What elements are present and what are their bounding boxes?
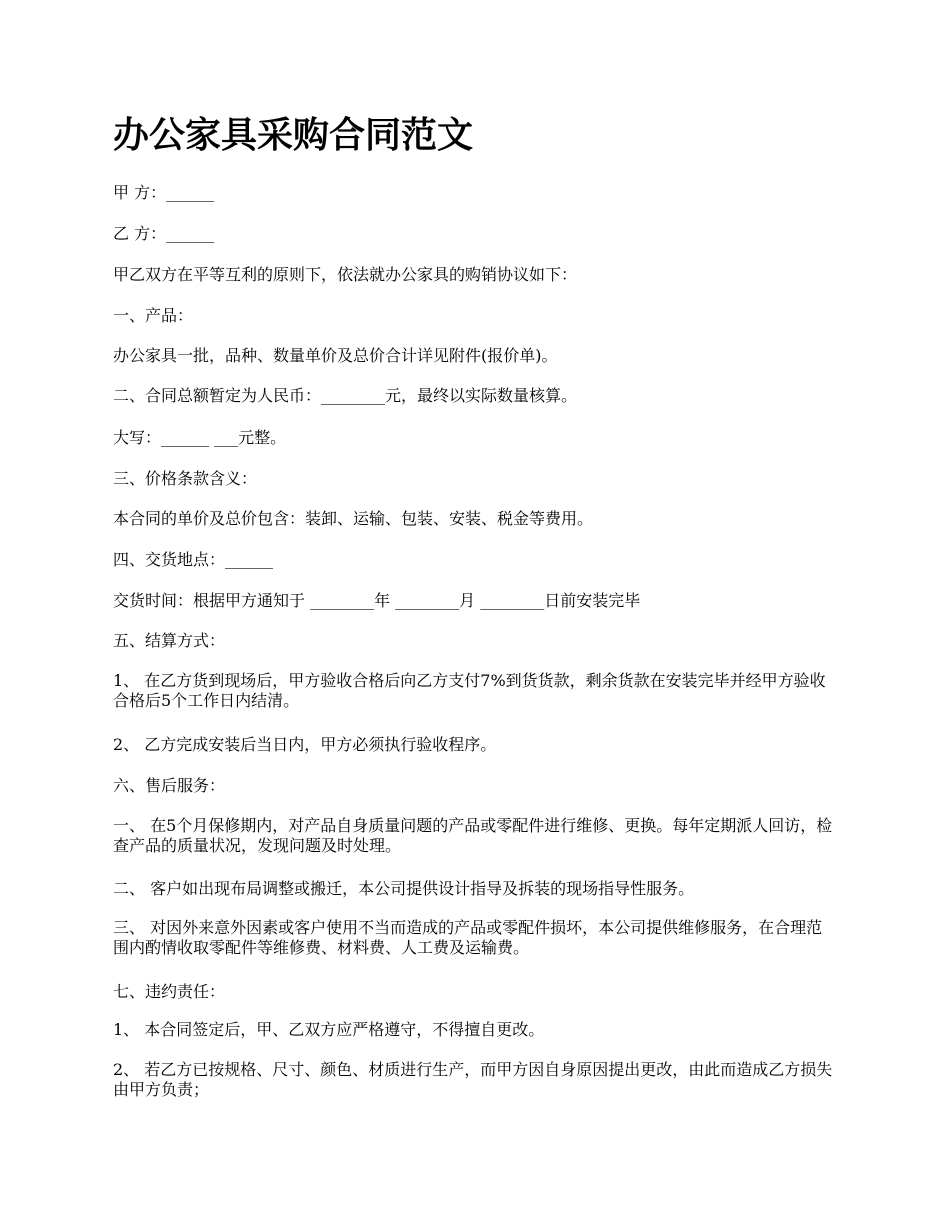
amount-in-words: 大写：______ ___元整。 (113, 428, 287, 447)
settlement-item-1: 1、 在乙方货到现场后，甲方验收合格后向乙方支付7%到货货款，剩余货款在安装完毕并经甲方验收合格后5个工作日内结清。 (113, 671, 826, 710)
section-heading-settlement: 五、结算方式： (113, 631, 226, 650)
section-heading-product: 一、产品： (113, 306, 194, 325)
after-sales-item-3: 三、 对因外来意外因素或客户使用不当而造成的产品或零配件损坏，本公司提供维修服务，在合理范围内酌情收取零配件等维修费、材料费、人工费及运输费。 (113, 918, 823, 957)
after-sales-item-1: 一、 在5个月保修期内，对产品自身质量问题的产品或零配件进行维修、更换。每年定期派人回访，检查产品的质量状况，发现问题及时处理。 (113, 816, 833, 855)
liability-item-2: 2、 若乙方已按规格、尺寸、颜色、材质进行生产，而甲方因自身原因提出更改，由此而造成乙方损失由甲方负责； (113, 1060, 833, 1099)
party-b-line: 乙 方：______ (113, 224, 215, 243)
section-heading-price-terms: 三、价格条款含义： (113, 469, 258, 488)
document-title: 办公家具采购合同范文 (113, 115, 474, 156)
after-sales-item-2: 二、 客户如出现布局调整或搬迁，本公司提供设计指导及拆装的现场指导性服务。 (113, 879, 695, 898)
section-heading-delivery-place: 四、交货地点：______ (113, 550, 274, 569)
section-heading-liability: 七、违约责任： (113, 982, 226, 1001)
section-heading-after-sales: 六、售后服务： (113, 776, 226, 795)
product-description: 办公家具一批，品种、数量单价及总价合计详见附件(报价单)。 (113, 346, 558, 365)
liability-item-1: 1、 本合同签定后，甲、乙双方应严格遵守，不得擅自更改。 (113, 1020, 545, 1039)
preamble: 甲乙双方在平等互利的原则下，依法就办公家具的购销协议如下： (113, 265, 578, 284)
delivery-time: 交货时间：根据甲方通知于 ________年 ________月 ________日前安装完毕 (113, 591, 641, 610)
section-heading-total-amount: 二、合同总额暂定为人民币：________元，最终以实际数量核算。 (113, 386, 578, 405)
settlement-item-2: 2、 乙方完成安装后当日内，甲方必须执行验收程序。 (113, 735, 497, 754)
price-terms-text: 本合同的单价及总价包含：装卸、运输、包装、安装、税金等费用。 (113, 509, 594, 528)
party-a-line: 甲 方：______ (113, 183, 215, 202)
